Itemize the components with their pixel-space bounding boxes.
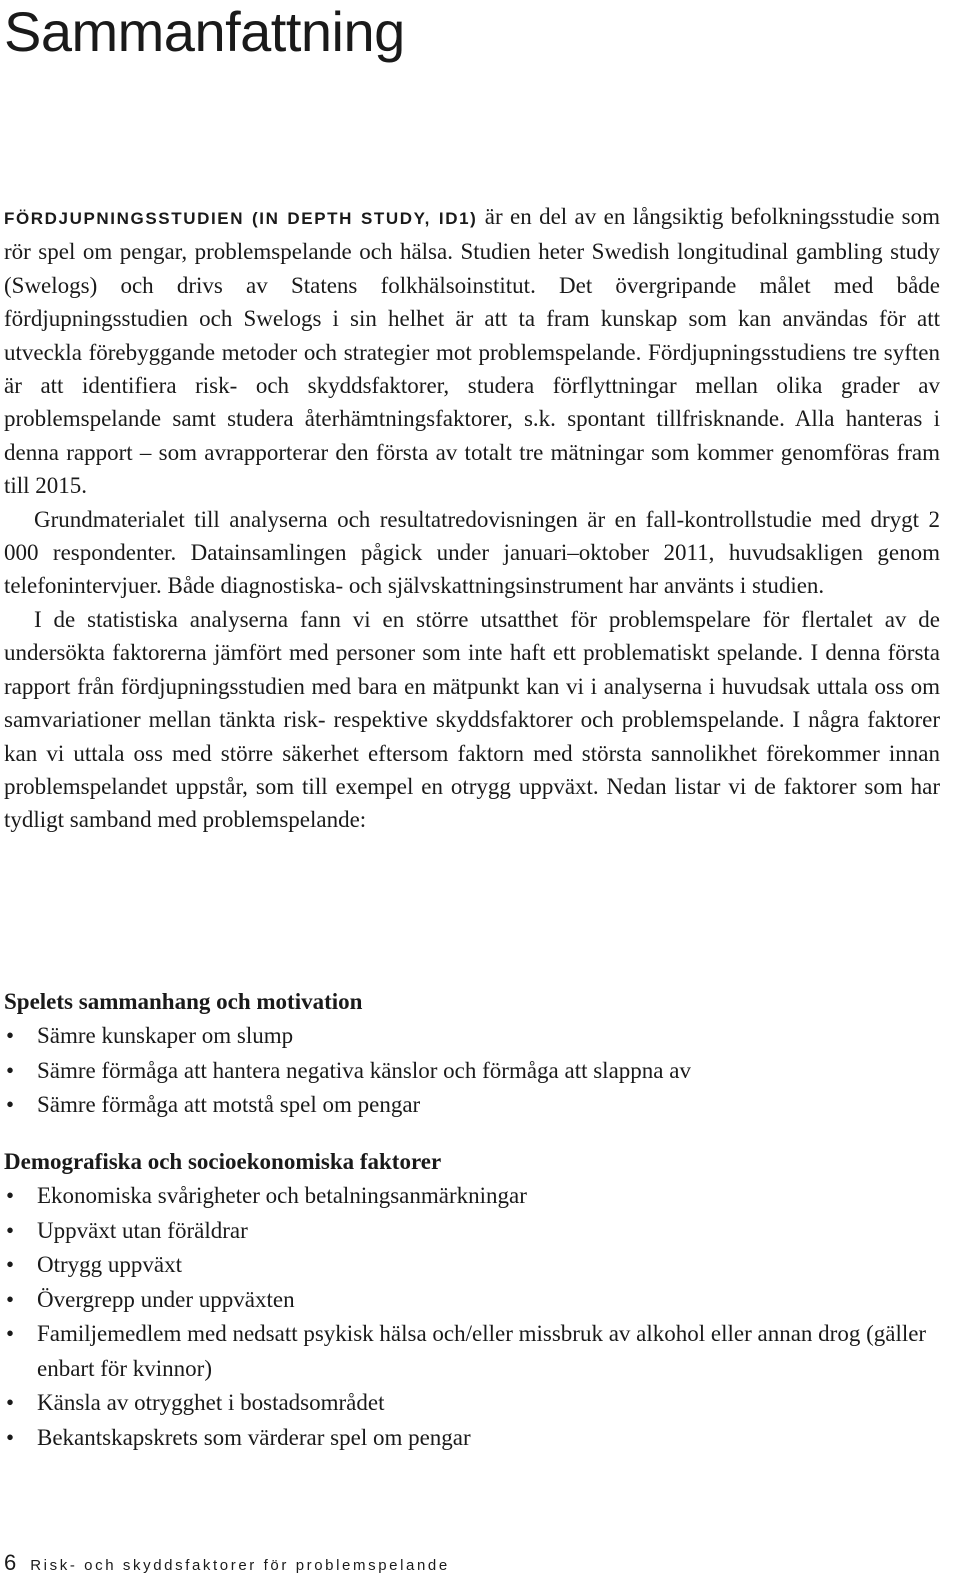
list-item: [4, 1088, 940, 1123]
page-title: Sammanfattning: [4, 0, 405, 63]
list-item: [4, 1019, 940, 1054]
list-item: [4, 1054, 940, 1089]
list-item-text: Familjemedlem med nedsatt psykisk hälsa och/eller missbruk av alkohol eller annan drog (gäller enbart för kvinnor): [37, 1321, 927, 1381]
list-item-text: Sämre förmåga att motstå spel om pengar: [37, 1092, 421, 1117]
bullet-icon: •: [6, 1252, 15, 1277]
lead-in-text: FÖRDJUPNINGSSTUDIEN (IN DEPTH STUDY, ID1): [4, 209, 478, 228]
paragraph-results: I de statistiska analyserna fann vi en större utsatthet för problemspelare för flertalet av de undersökta faktorerna jämfört med personer som inte haft ett problematiskt spelande. I denna första rapport från fördjupningsstudien med bara en mätpunkt kan vi i analyserna i huvudsak uttala oss om samvariationer mellan tänkta risk- respektive skyddsfaktorer och problemspelande. I några faktorer kan vi uttala oss med större säkerhet eftersom faktorn med största sannolikhet förekommer innan problemspelandet uppstår, som till exempel en otrygg uppväxt. Nedan listar vi de faktorer som har tydligt samband med problemspelande:: [4, 606, 940, 833]
bullet-icon: •: [6, 1390, 15, 1415]
bullet-icon: •: [6, 1057, 15, 1083]
running-title: Risk- och skyddsfaktorer för problemspelande: [30, 1557, 450, 1574]
bullet-list-demografiska: [4, 1179, 940, 1455]
list-item: [4, 1214, 940, 1249]
list-item-text: Otrygg uppväxt: [37, 1252, 183, 1277]
section-heading-demografiska: Demografiska och socioekonomiska faktorer: [4, 1149, 442, 1174]
list-item-text: Sämre förmåga att hantera negativa känslor och förmåga att slappna av: [37, 1057, 691, 1083]
list-item-text: Sämre kunskaper om slump: [37, 1023, 294, 1048]
paragraph-method: Grundmaterialet till analyserna och resultatredovisningen är en fall-kontrollstudie med drygt 2 000 respondenter. Datainsamlingen pågick under januari–oktober 2011, huvudsakligen genom telefonintervjuer. Både diagnostiska- och självskattningsinstrument har använts i studien.: [4, 506, 940, 599]
list-item-text: Känsla av otrygghet i bostadsområdet: [37, 1390, 385, 1415]
bullet-icon: •: [6, 1183, 15, 1208]
paragraph-text: är en del av en långsiktig befolkningsstudie som rör spel om pengar, problemspelande och hälsa. Studien heter Swedish longitudinal gambling study (Swelogs) och drivs av Statens folkhälsoinstitut. Det övergripande målet med både fördjupningsstudien och Swelogs i sin helhet är att ta fram kunskap som kan användas för att utveckla förebyggande metoder och strategier mot problemspelande. Fördjupningsstudiens tre syften är att identifiera risk- och skyddsfaktorer, studera förflyttningar mellan olika grader av problemspelande samt studera återhämtningsfaktorer, s.k. spontant tillfrisknande. Alla hanteras i denna rapport – som avrapporterar den första av totalt tre mätningar som kommer genomföras fram till 2015.: [4, 204, 940, 499]
list-item: [4, 1179, 940, 1214]
page-footer: [4, 1548, 450, 1581]
list-item: [4, 1248, 940, 1283]
bullet-icon: •: [6, 1286, 15, 1312]
list-item-text: Övergrepp under uppväxten: [37, 1286, 295, 1312]
list-item: [4, 1317, 940, 1386]
bullet-list-spelets-sammanhang: [4, 1019, 940, 1123]
list-item: [4, 1421, 940, 1456]
list-item-text: Bekantskapskrets som värderar spel om pengar: [37, 1424, 471, 1450]
body-text: [4, 200, 940, 837]
list-item: [4, 1283, 940, 1318]
list-item-text: Uppväxt utan föräldrar: [37, 1217, 248, 1243]
bullet-icon: •: [6, 1023, 15, 1048]
list-item: [4, 1386, 940, 1421]
bullet-icon: •: [6, 1424, 15, 1450]
paragraph-intro: [4, 200, 940, 503]
list-item-text: Ekonomiska svårigheter och betalningsanmärkningar: [37, 1183, 527, 1208]
bullet-icon: •: [6, 1217, 15, 1243]
page-number: 6: [4, 1550, 17, 1575]
bullet-icon: •: [6, 1321, 15, 1346]
section-heading-spelets-sammanhang: Spelets sammanhang och motivation: [4, 989, 363, 1014]
bullet-icon: •: [6, 1092, 15, 1117]
